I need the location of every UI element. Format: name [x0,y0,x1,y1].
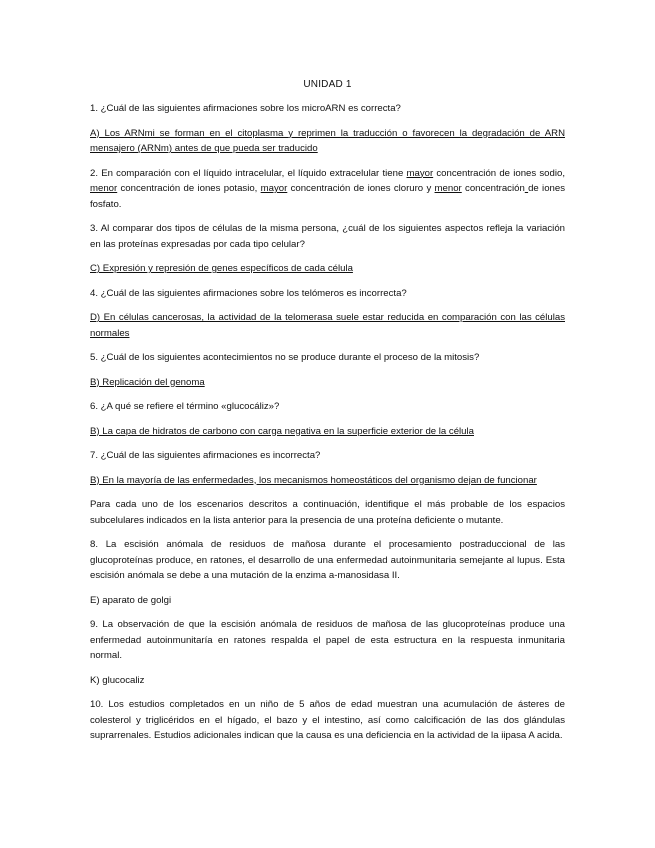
answer-3: C) Expresión y represión de genes específicos de cada célula [90,263,353,274]
answer-9: K) glucocaliz [90,674,145,686]
answer-1: A) Los ARNmi se forman en el citoplasma y reprimen la traducción o favorecen la degradación de ARN mensajero (ARNm) antes de que pueda ser traducido [90,127,565,154]
question-2 [90,166,565,213]
q2-text-1: 2. En comparación con el líquido intracelular, el líquido extracelular tiene [90,167,407,179]
q2-text-4: concentración de iones cloruro y [287,183,435,194]
q2-text-2: concentración de iones sodio, [433,167,565,179]
question-3: 3. Al comparar dos tipos de células de la misma persona, ¿cuál de los siguientes aspectos refleja la variación en las proteínas expresadas por cada tipo celular? [90,223,565,250]
answer-6: B) La capa de hidratos de carbono con carga negativa en la superficie exterior de la célula [90,425,474,437]
q2-underline-3: mayor [260,183,288,194]
question-7: 7. ¿Cuál de las siguientes afirmaciones es incorrecta? [90,450,321,461]
q2-underline-2: menor [90,183,118,194]
question-9: 9. La observación de que la escisión anómala de residuos de mañosa de las glucoproteínas produce una enfermedad autoinmunitaría en ratones respalda el papel de esta estructura en la respuesta inmunitaria normal. [90,619,565,661]
question-5: 5. ¿Cuál de los siguientes acontecimientos no se produce durante el proceso de la mitosis? [90,352,480,363]
question-4: 4. ¿Cuál de las siguientes afirmaciones sobre los telómeros es incorrecta? [90,287,407,299]
q2-underline-4: menor [434,183,462,194]
question-10: 10. Los estudios completados en un niño de 5 años de edad muestran una acumulación de ásteres de colesterol y triglicéridos en el hígado, el bazo y el intestino, así como calcificación de las dos glándulas suprarrenales. Estudios adicionales indican que la causa es una deficiencia en la actividad de la iipasa A acida. [90,699,565,741]
instructions: Para cada uno de los escenarios descritos a continuación, identifique el más probable de los espacios subcelulares indicados en la lista anterior para la presencia de una proteína deficiente o mutante. [90,499,565,526]
q2-text-5: concentración [461,183,525,194]
question-6: 6. ¿A qué se refiere el término «glucocáliz»? [90,401,280,412]
answer-8: E) aparato de golgi [90,594,172,606]
question-8: 8. La escisión anómala de residuos de mañosa durante el procesamiento postraduccional de las glucoproteínas produce, en ratones, el desarrollo de una enfermedad autoinmunitaria semejante al lupus. Esta escisión anómala se debe a una mutación de la enzima a-manosidasa II. [90,539,565,581]
answer-7: B) En la mayoría de las enfermedades, los mecanismos homeostáticos del organismo dejan de funcionar [90,474,537,486]
q2-text-6: de iones fosfato. [90,183,565,210]
answer-5: B) Replicación del genoma [90,376,205,388]
q2-underline-1: mayor [406,167,434,179]
question-1: 1. ¿Cuál de las siguientes afirmaciones sobre los microARN es correcta? [90,103,401,114]
page-title: UNIDAD 1 [303,79,352,90]
q2-text-3: concentración de iones potasio, [117,183,261,194]
answer-4: D) En células cancerosas, la actividad de la telomerasa suele estar reducida en comparación con las células normales [90,312,565,339]
